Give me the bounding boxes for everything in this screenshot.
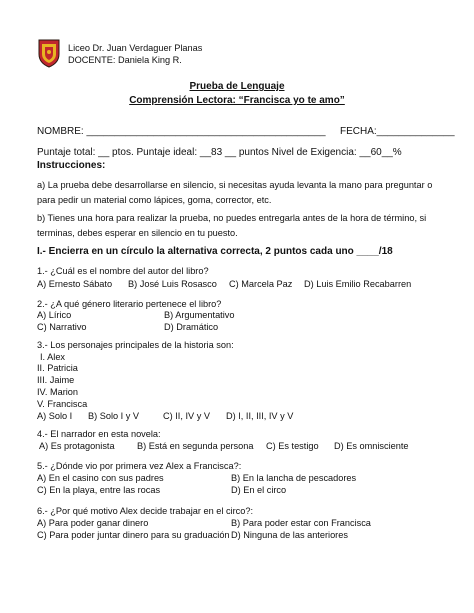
page-subtitle: Comprensión Lectora: “Francisca yo te amo” [129, 95, 345, 106]
page-title: Prueba de Lenguaje [189, 81, 285, 92]
q6-option-a: A) Para poder ganar dinero [37, 518, 149, 528]
teacher-name: DOCENTE: Daniela King R. [68, 55, 182, 65]
q3-option-a: A) Solo I [37, 411, 73, 421]
q6-option-c: C) Para poder juntar dinero para su graduación [37, 530, 230, 540]
q3-item: V. Francisca [37, 399, 88, 409]
q1-option-a: A) Ernesto Sábato [37, 279, 113, 289]
q3-option-c: C) II, IV y V [163, 411, 210, 421]
instruction-a-line2: para pedir un material como lápices, goma, corrector, etc. [37, 195, 272, 205]
q6-option-b: B) Para poder estar con Francisca [231, 518, 371, 528]
instruction-b-line1: b) Tienes una hora para realizar la prueba, no puedes entregarla antes de la hora de término, si [37, 213, 427, 223]
question-6: 6.- ¿Por qué motivo Alex decide trabajar en el circo?: [37, 506, 254, 516]
q1-option-b: B) José Luis Rosasco [128, 279, 217, 289]
q4-option-c: C) Es testigo [266, 441, 319, 451]
q4-option-b: B) Está en segunda persona [137, 441, 254, 451]
school-logo-icon [37, 38, 61, 68]
q3-option-b: B) Solo I y V [88, 411, 140, 421]
q5-option-b: B) En la lancha de pescadores [231, 473, 357, 483]
school-name: Liceo Dr. Juan Verdaguer Planas [68, 43, 203, 53]
question-1: 1.- ¿Cuál es el nombre del autor del libro? [37, 266, 209, 276]
question-4: 4.- El narrador en esta novela: [37, 429, 161, 439]
question-2: 2.- ¿A qué género literario pertenece el libro? [37, 299, 222, 309]
q2-option-c: C) Narrativo [37, 322, 87, 332]
q3-item: III. Jaime [37, 375, 75, 385]
q2-option-b: B) Argumentativo [164, 310, 235, 320]
date-field: FECHA:______________ [340, 126, 455, 137]
q1-option-c: C) Marcela Paz [229, 279, 293, 289]
name-field: NOMBRE: ___________________________________________ [37, 126, 326, 137]
score-line: Puntaje total: __ ptos. Puntaje ideal: __83 __ puntos Nivel de Exigencia: __60__% [37, 147, 402, 158]
q6-option-d: D) Ninguna de las anteriores [231, 530, 348, 540]
instruction-a-line1: a) La prueba debe desarrollarse en silencio, si necesitas ayuda levanta la mano para preguntar o [37, 180, 433, 190]
question-3: 3.- Los personajes principales de la historia son: [37, 340, 234, 350]
q2-option-a: A) Lírico [37, 310, 72, 320]
q4-option-a: A) Es protagonista [39, 441, 115, 451]
instruction-b-line2: terminas, debes esperar en silencio en tu puesto. [37, 228, 238, 238]
instructions-heading: Instrucciones: [37, 160, 106, 171]
q3-item: IV. Marion [37, 387, 79, 397]
q1-option-d: D) Luis Emilio Recabarren [304, 279, 412, 289]
q3-option-d: D) I, II, III, IV y V [226, 411, 294, 421]
q5-option-c: C) En la playa, entre las rocas [37, 485, 161, 495]
question-5: 5.- ¿Dónde vio por primera vez Alex a Francisca?: [37, 461, 242, 471]
q5-option-d: D) En el circo [231, 485, 287, 495]
q2-option-d: D) Dramático [164, 322, 219, 332]
q3-item: I. Alex [40, 352, 66, 362]
q4-option-d: D) Es omnisciente [334, 441, 409, 451]
q3-item: II. Patricia [37, 363, 78, 373]
section-heading: I.- Encierra en un círculo la alternativa correcta, 2 puntos cada uno ____/18 [37, 246, 393, 257]
q5-option-a: A) En el casino con sus padres [37, 473, 164, 483]
